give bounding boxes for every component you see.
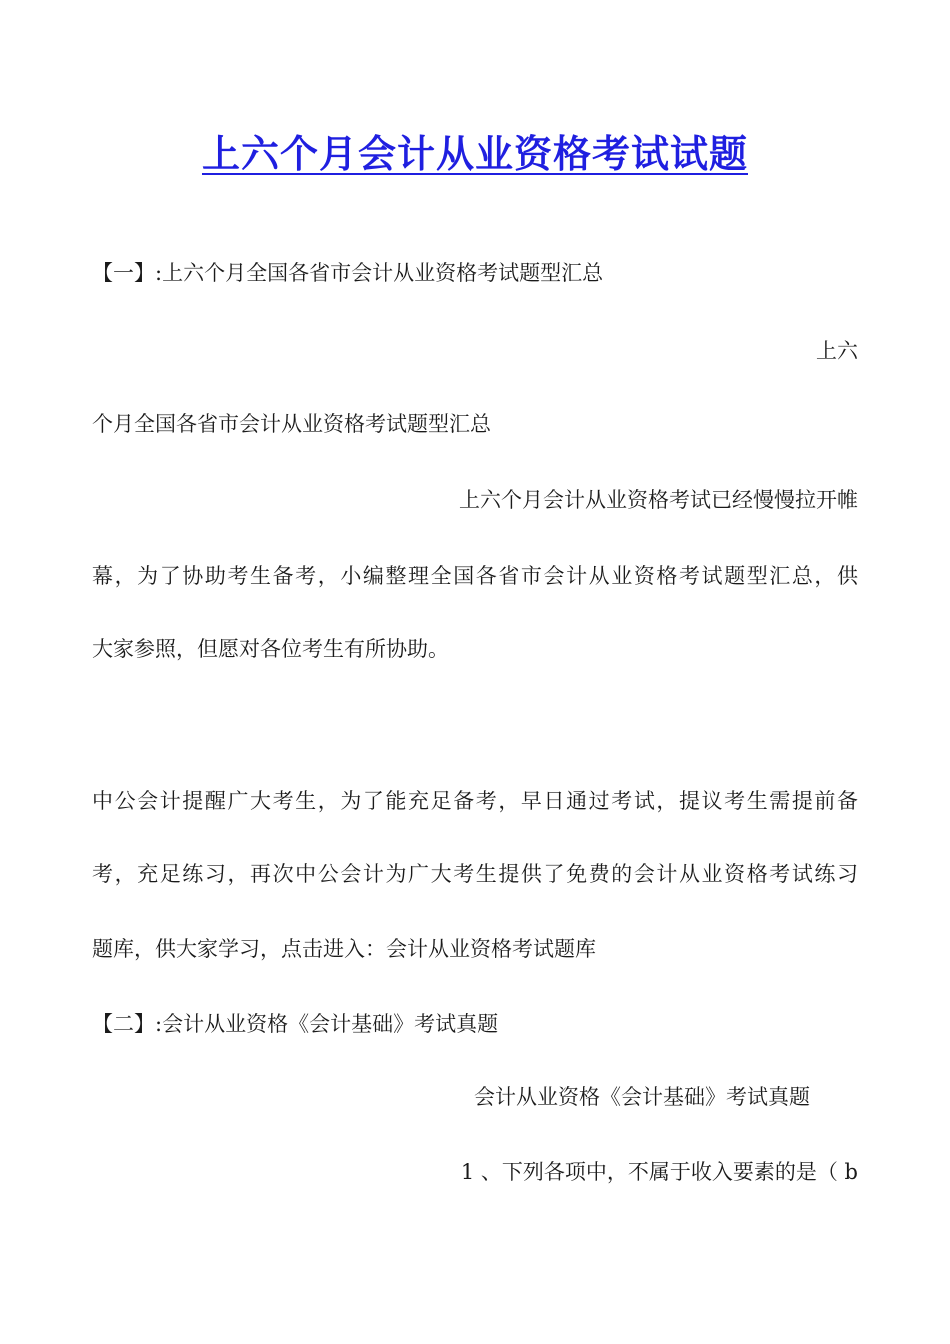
section-heading-1: 【一】:上六个月全国各省市会计从业资格考试题型汇总 [92,261,604,285]
paragraph-2-line-2: 考，充足练习，再次中公会计为广大考生提供了免费的会计从业资格考试练习 [92,862,858,886]
document-title: 上六个月会计从业资格考试试题 [201,132,748,176]
question-1: 1 、下列各项中，不属于收入要素的是（ b [460,1160,858,1184]
paragraph-1-line-3: 大家参照，但愿对各位考生有所协助。 [92,637,449,661]
paragraph-1-line-1: 上六个月会计从业资格考试已经慢慢拉开帷 [459,488,858,512]
section-subtitle-1b: 个月全国各省市会计从业资格考试题型汇总 [92,412,491,436]
section-subtitle-1a: 上六 [816,339,858,363]
paragraph-1-line-2: 幕，为了协助考生备考，小编整理全国各省市会计从业资格考试题型汇总，供 [92,564,858,588]
paragraph-2-line-1: 中公会计提醒广大考生，为了能充足备考，早日通过考试，提议考生需提前备 [92,789,858,813]
section-heading-2: 【二】:会计从业资格《会计基础》考试真题 [92,1012,499,1036]
paragraph-2-line-3: 题库，供大家学习，点击进入：会计从业资格考试题库 [92,937,596,961]
section-subtitle-2: 会计从业资格《会计基础》考试真题 [474,1085,810,1109]
